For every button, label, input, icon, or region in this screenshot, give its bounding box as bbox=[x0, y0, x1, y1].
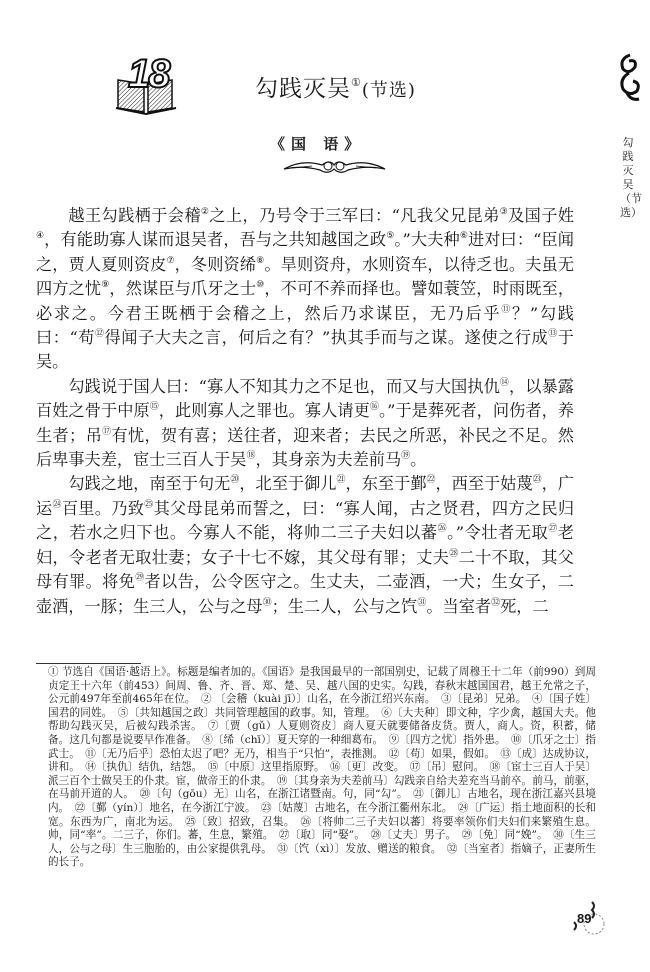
footnote-ref[interactable]: ⑫ bbox=[95, 329, 105, 340]
footnote-ref[interactable]: ㉙ bbox=[135, 573, 145, 584]
footnote-ref[interactable]: ㉚ bbox=[262, 597, 272, 608]
source-book: 《国 语》 bbox=[270, 135, 366, 153]
text-run: ，以暴露百姓之骨于中原 bbox=[36, 376, 574, 421]
paragraph bbox=[36, 472, 574, 618]
ribbon-ornament-icon bbox=[282, 155, 387, 177]
running-side-title: 勾践灭吴（节选） bbox=[620, 136, 642, 219]
footnote-ref[interactable]: ㉒ bbox=[426, 475, 436, 486]
footnote-ref[interactable]: ⑦ bbox=[166, 255, 175, 266]
paragraph bbox=[36, 375, 574, 473]
footnote-ref[interactable]: ② bbox=[200, 207, 210, 217]
text-run: 进对曰：“臣闻之，贾人夏则资皮 bbox=[36, 230, 574, 274]
footnote-ref[interactable]: ⑯ bbox=[369, 402, 379, 413]
footnote-ref[interactable]: ⑥ bbox=[459, 231, 468, 242]
text-run: ，东至于鄞 bbox=[345, 474, 427, 494]
paragraph bbox=[36, 204, 574, 375]
footnote-ref[interactable]: ⑩ bbox=[256, 280, 265, 291]
footnote-text: ① 节选自《国语·越语上》。标题是编者加的。《国语》是我国最早的一部国别史，记载了周穆王十二年（前990）到周贞定王十六年（前453）间周、鲁、齐、晋、郑、楚、吴、越八国的史实。勾践，春秋末越国国君，越王允常之子，公元前497年至前465年在位。 ② 〔会稽（kuài jī）〕山名，在今浙江绍兴东南。 ③〔昆弟〕兄弟。 ④〔国子姓〕国君的同姓。 ⑤〔共知越国之政〕共同管理越国的政事。知，管理。 ⑥〔大夫种〕即文种，字少禽，越国大夫。他帮助勾践灭吴，后被勾践杀害。 ⑦〔贾（gǔ）人夏则资皮〕商人夏天就要储备皮货。贾人，商人。资，积蓄，储备。这几句都是说要早作准备。 ⑧〔𫄨（chī）〕夏天穿的一种细葛布。 ⑨〔四方之忧〕指外患。 ⑩〔爪牙之士〕指武士。 ⑪〔无乃后乎〕恐怕太迟了吧？无乃，相当于“只怕”，表推测。 ⑫〔苟〕如果，假如。 ⑬〔成〕达成协议，讲和。 ⑭〔执仇〕结仇，结怨。 ⑮〔中原〕这里指原野。 ⑯〔更〕改变。 ⑰〔吊〕慰问。 ⑱〔宦士三百人于吴〕派三百个士做吴王的仆隶。宦，做帝王的仆隶。 ⑲〔其身亲为夫差前马〕勾践亲自给夫差充当马前卒。前马，前驱，在马前开道的人。 ⑳〔句（gōu）无〕山名，在浙江诸暨南。句，同“勾”。 ㉑〔御儿〕古地名，现在浙江嘉兴县境内。 ㉒〔鄞（yín）〕地名，在今浙江宁波。 ㉓〔姑蔑〕古地名，在今浙江衢州东北。 ㉔〔广运〕指土地面积的长和宽。东西为广，南北为运。 ㉕〔致〕招致，召集。 ㉖〔将帅二三子夫妇以蕃〕将要率领你们夫妇们来繁殖生息。帅，同“率”。二三子，你们。蕃，生息，繁殖。 ㉗〔取〕同“娶”。 ㉘〔丈夫〕男子。 ㉙〔免〕同“娩”。 ㉚〔生三人，公与之母〕生三胞胎的，由公家提供乳母。 ㉛〔饩（xì）〕发放、赠送的粮食。 ㉜〔当室者〕指嫡子，正妻所生的长子。 bbox=[48, 666, 596, 869]
text-run: ，广运 bbox=[36, 474, 575, 518]
text-run: ？”勾践曰：“苟 bbox=[36, 303, 574, 348]
text-run: 。”于是葬死者，问伤者，养生者；吊 bbox=[36, 401, 574, 445]
footnote-ref[interactable]: ⑮ bbox=[149, 402, 159, 413]
title-text: 勾践灭吴 bbox=[255, 76, 351, 102]
text-run: 。 bbox=[410, 450, 427, 470]
title-suffix: (节选) bbox=[361, 80, 416, 101]
lesson-number: 18 bbox=[128, 52, 169, 96]
text-run: 勾践之地，南至于句无 bbox=[68, 474, 231, 494]
text-run: 者以告，公令医守之。生丈夫，二壶酒，一犬；生女子，二壶酒，一豚；生三人，公与之母 bbox=[36, 572, 574, 616]
text-run: 老妇，令老者无取壮妻；女子十七不嫁，其父母有罪；丈夫 bbox=[36, 523, 574, 567]
main-text bbox=[36, 204, 574, 619]
footnote-ref[interactable]: ㉓ bbox=[532, 475, 542, 486]
text-run: 百里。乃致 bbox=[61, 498, 145, 518]
footnote-ref[interactable]: ⑬ bbox=[548, 329, 558, 340]
text-run: ，有能助寡人谋而退吴者，吾与之共知越国之政 bbox=[44, 230, 387, 250]
text-run: 。当室者 bbox=[426, 596, 492, 616]
footnote-ref[interactable]: ㉗ bbox=[548, 524, 558, 535]
text-run: 之上，乃号令于三军曰：“凡我父兄昆弟 bbox=[209, 206, 500, 225]
footnote-ref[interactable]: ㉖ bbox=[437, 524, 448, 535]
text-run: 。”令壮者无取 bbox=[447, 523, 549, 543]
text-run: 。”大夫种 bbox=[394, 230, 460, 250]
footnote-ref[interactable]: ㉕ bbox=[144, 499, 154, 510]
text-run: ，不可不养而择也。譬如蓑笠，时雨既至，必求之。今君王既栖于会稽之上，然后乃求谋臣，无乃后乎 bbox=[36, 279, 575, 323]
footnote-ref[interactable]: ⑳ bbox=[230, 475, 240, 486]
footnote-ref[interactable]: ㉜ bbox=[491, 597, 501, 608]
footnote-divider bbox=[36, 663, 141, 664]
text-run: ；生二人，公与之饩 bbox=[271, 596, 418, 616]
text-run: 越王勾践栖于会稽 bbox=[68, 206, 201, 225]
footnote-ref[interactable]: ⑭ bbox=[499, 377, 509, 388]
text-run: 得闻子大夫之言，何后之有？”执其手而与之谋。遂使之行成 bbox=[104, 328, 549, 348]
footnote-ref[interactable]: ⑰ bbox=[102, 426, 112, 437]
text-run: 死，二 bbox=[500, 596, 549, 616]
footnote-ref[interactable]: ③ bbox=[499, 207, 509, 217]
text-run: ，此则寡人之罪也。寡人请更 bbox=[158, 401, 370, 421]
lesson-number-badge bbox=[114, 52, 180, 116]
page-number-box bbox=[570, 900, 610, 940]
text-run: 勾践说于国人曰：“寡人不知其力之不足也，而又与大国执仇 bbox=[68, 376, 500, 396]
footnotes bbox=[48, 666, 596, 870]
text-run: ，西至于姑蔑 bbox=[435, 474, 533, 494]
title-footnote-ref[interactable]: ① bbox=[351, 76, 362, 89]
page-number: 89 bbox=[577, 911, 592, 926]
footnote-ref[interactable]: ⑨ bbox=[101, 280, 110, 291]
footnote-ref[interactable]: ㉘ bbox=[449, 548, 459, 559]
text-run: 于吴。 bbox=[36, 328, 574, 372]
lesson-title bbox=[255, 70, 416, 103]
footnote-ref[interactable]: ⑤ bbox=[386, 231, 395, 242]
text-run: ，北至于御儿 bbox=[239, 474, 337, 494]
text-run: 其父母昆弟而誓之，曰：“寡人闻，古之贤君，四方之民归之，若水之归下也。今寡人不能，将帅二三子夫妇以蕃 bbox=[36, 498, 575, 543]
text-run: 及国子姓 bbox=[508, 206, 574, 225]
footnote-ref[interactable]: ㉑ bbox=[336, 475, 346, 486]
footnote-ref[interactable]: ㉛ bbox=[417, 597, 427, 608]
footnote-ref[interactable]: ⑲ bbox=[401, 451, 411, 462]
footnote-ref[interactable]: ㉔ bbox=[52, 499, 62, 510]
text-run: 。旱则资舟，水则资车，以待乏也。夫虽无四方之忧 bbox=[36, 254, 575, 299]
text-run: 二十不取，其父母有罪。将免 bbox=[36, 547, 574, 592]
text-run: 有忧，贺有喜；送往者，迎来者；去民之所恶，补民之不足。然后卑事夫差，宦士三百人于吴 bbox=[36, 425, 574, 470]
text-run: ，冬则资𫄨 bbox=[174, 254, 257, 274]
footnote-ref[interactable]: ⑧ bbox=[256, 255, 265, 266]
footnote-ref[interactable]: ④ bbox=[36, 231, 45, 242]
footnote-ref[interactable]: ⑱ bbox=[246, 451, 256, 462]
text-run: ，其身亲为夫差前马 bbox=[255, 450, 402, 470]
footnote-ref[interactable]: ⑪ bbox=[501, 304, 513, 315]
scroll-ornament-icon bbox=[617, 53, 643, 103]
text-run: ，然谋臣与爪牙之士 bbox=[109, 279, 257, 299]
